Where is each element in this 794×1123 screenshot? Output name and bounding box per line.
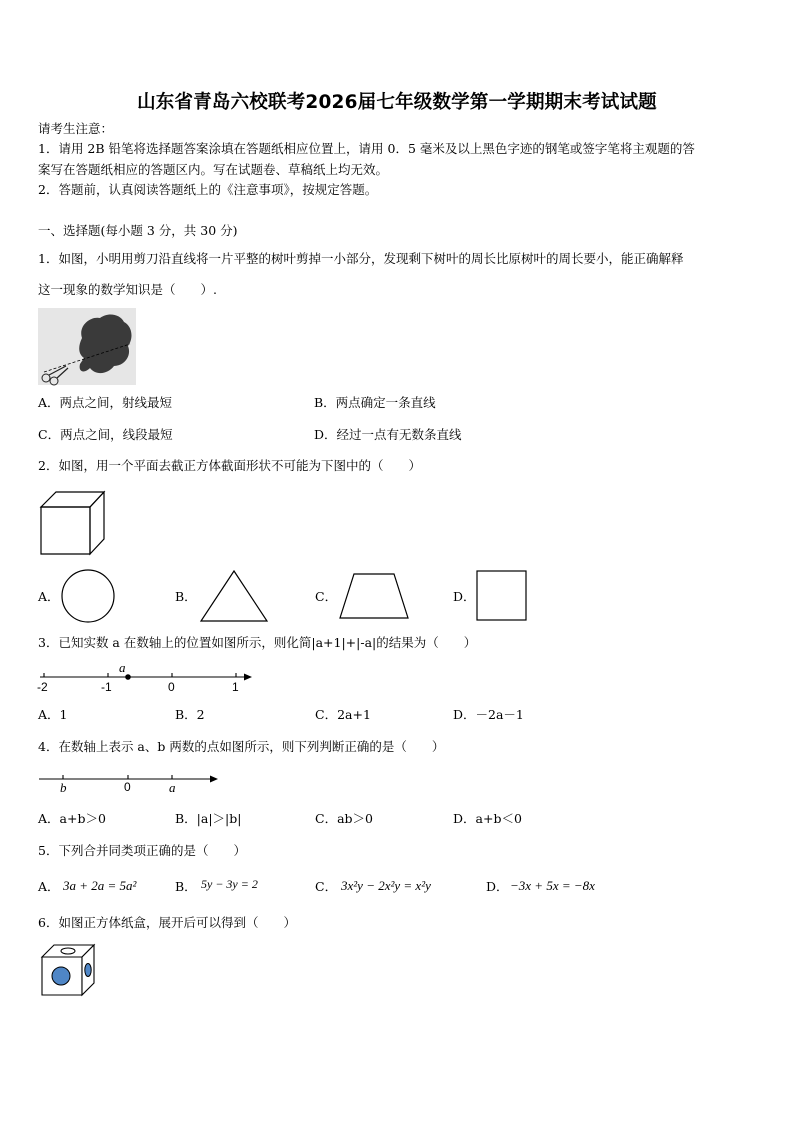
q1-option-a: A．两点之间，射线最短 [38,395,173,410]
q2-cube-figure [38,490,106,556]
q3-tick-label-0: 0 [168,680,175,694]
q4-option-b: B．|a|＞|b| [175,811,242,826]
q5-option-d-label: D． [486,879,509,894]
notice-item-2: 2．答题前，认真阅读答题纸上的《注意事项》，按规定答题。 [38,182,378,197]
q2-option-c-label: C． [315,589,338,604]
q3-option-d: D．－2a－1 [453,707,524,722]
q5-option-b-expression: 5y − 3y = 2 [201,877,258,891]
q3-number-line [38,660,258,696]
q1-leaf-scissors-figure [38,308,136,385]
q3-point-label-a: a [119,660,126,675]
q2-option-d-label: D． [453,589,476,604]
q4-tick-label-0: 0 [124,780,131,794]
q3-stem: 3．已知实数 a 在数轴上的位置如图所示，则化简|a+1|+|-a|的结果为（ ） [38,635,477,650]
q2-stem: 2．如图，用一个平面去截正方体截面形状不可能为下图中的（ ） [38,458,421,473]
page-title: 山东省青岛六校联考2026届七年级数学第一学期期末考试试题 [137,92,657,113]
q5-option-a-label: A． [38,879,60,894]
q1-option-d: D．经过一点有无数条直线 [314,427,462,442]
q4-tick-label-b: b [60,780,67,795]
q5-option-a-expression: 3a + 2a = 5a² [63,878,137,893]
q2-option-b-label: B． [175,589,197,604]
q3-tick-label-minus-2: -2 [37,680,48,694]
notice-item-1-line-2: 案写在答题纸相应的答题区内。写在试题卷、草稿纸上均无效。 [38,162,389,177]
q2-option-b-triangle-figure [199,569,269,623]
q2-option-d-square-figure [476,570,528,622]
q6-paper-cube-figure [40,943,98,997]
q3-tick-label-1: 1 [232,680,239,694]
section-heading-choice: 一、选择题(每小题 3 分，共 30 分) [38,223,238,238]
q3-tick-label-minus-1: -1 [101,680,112,694]
q5-option-c-expression: 3x²y − 2x²y = x²y [341,878,431,893]
q3-option-b: B．2 [175,707,205,722]
q5-option-c-label: C． [315,879,338,894]
q3-option-c: C．2a+1 [315,707,371,722]
q2-option-a-label: A． [38,589,60,604]
q1-option-c: C．两点之间，线段最短 [38,427,173,442]
notice-item-1-line-1: 1．请用 2B 铅笔将选择题答案涂填在答题纸相应位置上，请用 0．5 毫米及以上黑色字迹的钢笔或签字笔将主观题的答 [38,141,695,156]
q2-option-a-circle-figure [60,569,116,623]
q1-option-b: B．两点确定一条直线 [314,395,436,410]
q4-option-c: C．ab＞0 [315,811,373,826]
q5-option-d-expression: −3x + 5x = −8x [510,878,595,893]
q4-option-a: A．a+b＞0 [38,811,106,826]
q3-option-a: A．1 [38,707,68,722]
q6-stem: 6．如图正方体纸盒，展开后可以得到（ ） [38,915,296,930]
q1-stem-line-1: 1．如图，小明用剪刀沿直线将一片平整的树叶剪掉一小部分，发现剩下树叶的周长比原树叶的周长要小，能正确解释 [38,251,684,266]
q5-option-b-label: B． [175,879,197,894]
q4-option-d: D．a+b＜0 [453,811,522,826]
q5-stem: 5．下列合并同类项正确的是（ ） [38,843,246,858]
q4-tick-label-a: a [169,780,176,795]
q4-stem: 4．在数轴上表示 a、b 两数的点如图所示，则下列判断正确的是（ ） [38,739,445,754]
q1-stem-line-2: 这一现象的数学知识是（ ）. [38,282,217,297]
q2-option-c-trapezoid-figure [338,572,410,620]
notice-heading: 请考生注意： [38,121,114,136]
